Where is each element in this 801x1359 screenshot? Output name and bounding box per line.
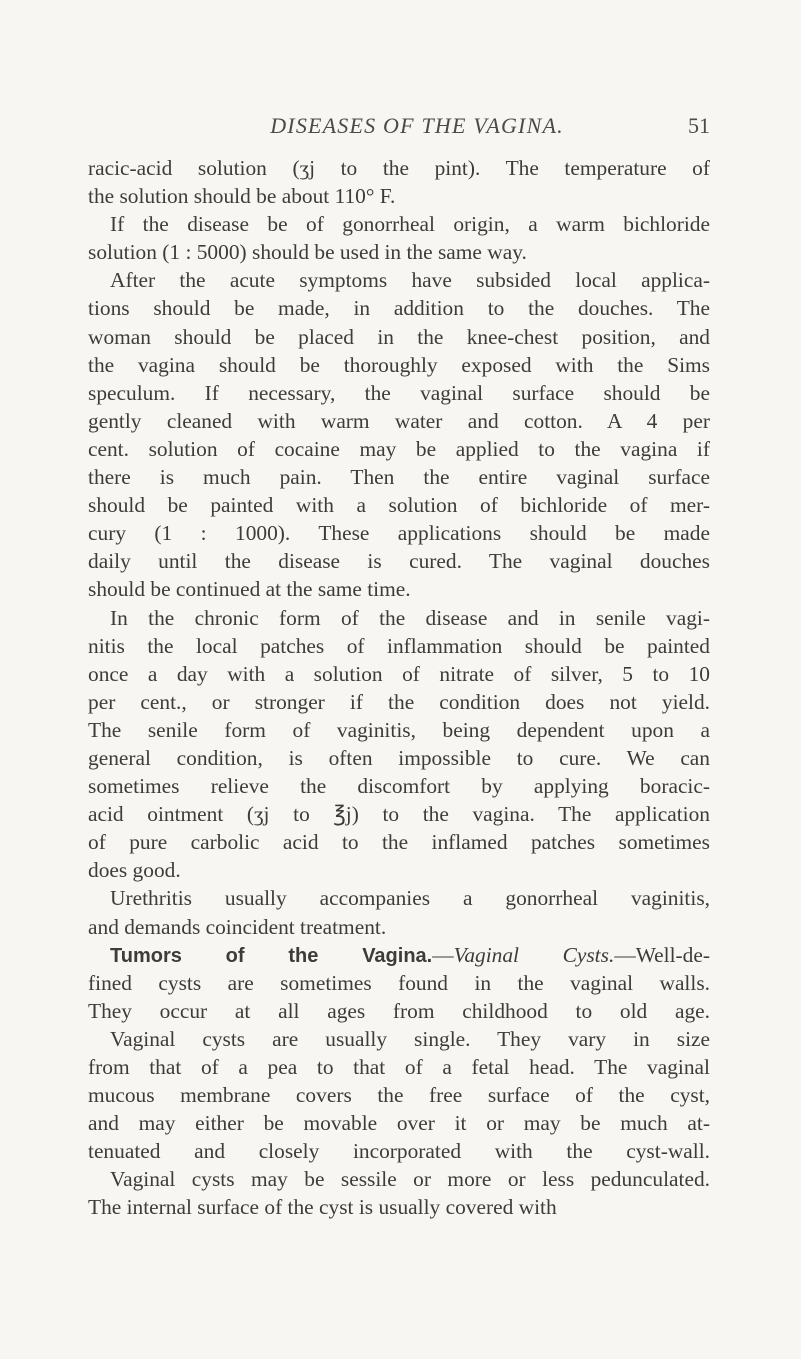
text-line: once a day with a solution of nitrate of silver, 5 to 10 — [88, 661, 710, 686]
text-line: If the disease be of gonorrheal origin, a warm bichloride — [110, 212, 710, 237]
text-line: mucous membrane covers the free surface of the cyst, — [88, 1083, 710, 1108]
text-line: Vaginal cysts are usually single. They vary in size — [110, 1026, 710, 1051]
text-line: gently cleaned with warm water and cotton. A 4 per — [88, 408, 710, 433]
text-line: should be painted with a solution of bichloride of mer- — [88, 493, 710, 518]
page-header — [150, 113, 710, 143]
text-line: Vaginal cysts may be sessile or more or less pedunculated. — [110, 1167, 710, 1192]
heading-continuation: —Well-de- — [614, 942, 710, 967]
text-line: sometimes relieve the discomfort by applying boracic- — [88, 774, 710, 799]
text-line: per cent., or stronger if the condition does not yield. — [88, 689, 710, 714]
page-number: 51 — [688, 113, 710, 138]
text-line: of pure carbolic acid to the inflamed patches sometimes — [88, 830, 710, 855]
text-line: general condition, is often impossible to cure. We can — [88, 745, 710, 770]
text-line: tenuated and closely incorporated with the cyst-wall. — [88, 1139, 710, 1164]
text-line: cent. solution of cocaine may be applied to the vagina if — [88, 436, 710, 461]
text-line: solution (1 : 5000) should be used in the same way. — [88, 240, 527, 265]
text-line: nitis the local patches of inflammation should be painted — [88, 633, 710, 658]
text-line: should be continued at the same time. — [88, 577, 411, 602]
text-line: fined cysts are sometimes found in the vaginal walls. — [88, 970, 710, 995]
text-line: racic-acid solution (ʒj to the pint). The temperature of — [88, 156, 710, 180]
body-text — [88, 154, 710, 1222]
text-line: woman should be placed in the knee-chest position, and — [88, 324, 710, 349]
text-line: They occur at all ages from childhood to old age. — [88, 998, 710, 1023]
text-line: tions should be made, in addition to the douches. The — [88, 296, 710, 321]
text-line: The senile form of vaginitis, being dependent upon a — [88, 717, 710, 742]
em-dash: — — [432, 942, 454, 967]
text-line: speculum. If necessary, the vaginal surface should be — [88, 380, 710, 405]
text-line: and demands coincident treatment. — [88, 914, 387, 939]
section-heading: Tumors of the Vagina. — [110, 944, 433, 967]
text-line: the vagina should be thoroughly exposed with the Sims — [88, 352, 710, 377]
text-line: The internal surface of the cyst is usually covered with — [88, 1195, 557, 1220]
running-title: DISEASES OF THE VAGINA. — [270, 113, 564, 138]
text-line: cury (1 : 1000). These applications should be made — [88, 521, 710, 546]
subsection-heading: Vaginal Cysts. — [453, 942, 615, 967]
text-line: acid ointment (ʒj to ℥j) to the vagina. The application — [88, 802, 710, 827]
text-line: daily until the disease is cured. The vaginal douches — [88, 549, 710, 574]
text-line: After the acute symptoms have subsided local applica- — [110, 268, 710, 293]
text-line: Urethritis usually accompanies a gonorrheal vaginitis, — [110, 886, 710, 911]
text-line: does good. — [88, 858, 181, 883]
section-heading-line — [88, 941, 710, 969]
text-line: In the chronic form of the disease and in senile vagi- — [110, 605, 710, 630]
text-line: there is much pain. Then the entire vaginal surface — [88, 465, 710, 490]
text-line: the solution should be about 110° F. — [88, 184, 396, 209]
text-line: from that of a pea to that of a fetal head. The vaginal — [88, 1055, 710, 1079]
text-line: and may either be movable over it or may be much at- — [88, 1111, 710, 1136]
